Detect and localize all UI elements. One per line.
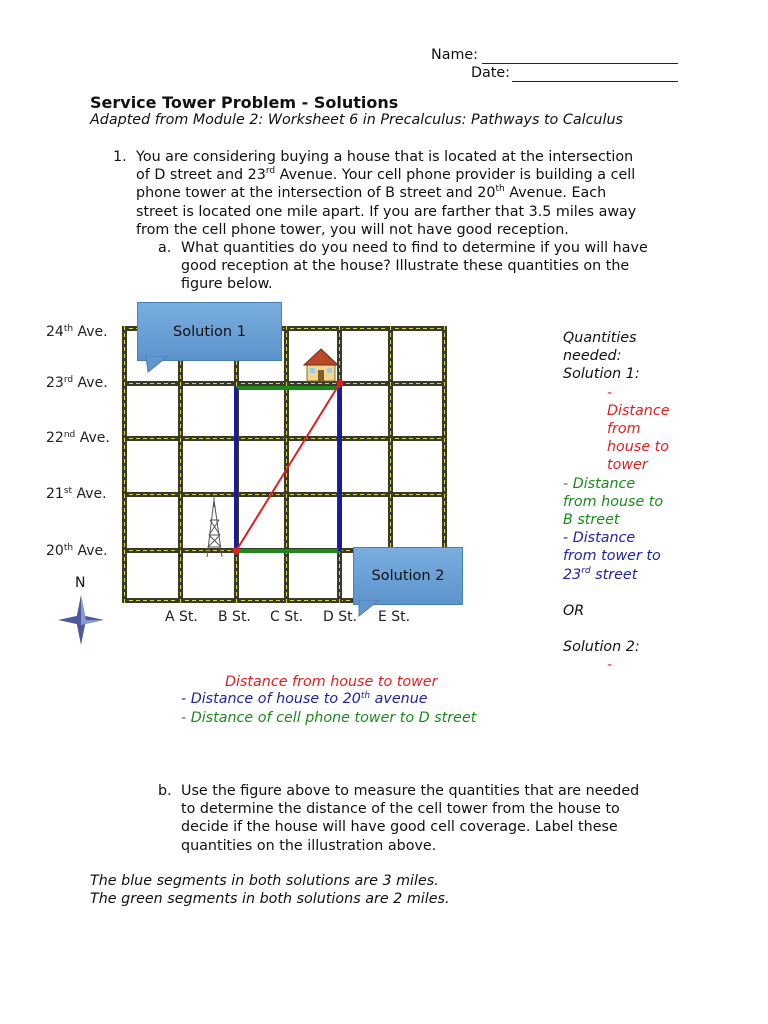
side-line: Quantities bbox=[563, 330, 637, 346]
qb-line: decide if the house will have good cell coverage. Label these bbox=[181, 819, 618, 836]
avenue-label: 21st Ave. bbox=[46, 486, 107, 502]
quantities-needed-notes bbox=[563, 329, 713, 674]
avenue-label: 20th Ave. bbox=[46, 543, 108, 559]
side-line: Solution 2: bbox=[563, 639, 640, 656]
tower-point bbox=[233, 548, 240, 555]
qa-line: What quantities do you need to find to determine if you will have bbox=[181, 240, 648, 256]
callout-1-pointer bbox=[140, 356, 180, 376]
house-icon bbox=[304, 349, 338, 381]
cell-tower-icon bbox=[207, 495, 222, 557]
q1-text bbox=[136, 148, 696, 239]
qa-text bbox=[181, 239, 701, 294]
side-line: 23rd street bbox=[563, 565, 638, 583]
solution-2-red-note: Distance from house to tower bbox=[225, 674, 438, 690]
answer-line: The green segments in both solutions are 2 miles. bbox=[90, 891, 450, 908]
page-title: Service Tower Problem - Solutions bbox=[90, 93, 399, 112]
side-line: tower bbox=[607, 457, 648, 474]
name-field[interactable] bbox=[482, 49, 678, 64]
qa-line: figure below. bbox=[181, 276, 273, 293]
answer-notes bbox=[90, 872, 450, 908]
qb-text bbox=[181, 782, 701, 855]
name-label: Name: bbox=[431, 47, 478, 63]
side-line: from bbox=[607, 421, 641, 438]
compass-rose-icon bbox=[58, 595, 104, 645]
side-line: needed: bbox=[563, 348, 622, 365]
avenue-label: 24th Ave. bbox=[46, 324, 108, 340]
side-line: Distance bbox=[607, 402, 670, 419]
street-label: D St. bbox=[323, 609, 358, 625]
q1-number: 1. bbox=[113, 149, 127, 165]
side-line: - Distance bbox=[563, 475, 636, 492]
side-line: house to bbox=[607, 439, 670, 456]
qb-line: to determine the distance of the cell tower from the house to bbox=[181, 801, 620, 818]
side-line: Solution 1: bbox=[563, 366, 640, 383]
subtitle: Adapted from Module 2: Worksheet 6 in Precalculus: Pathways to Calculus bbox=[90, 112, 623, 128]
house-point bbox=[337, 380, 344, 387]
compass-north-label: N bbox=[75, 575, 86, 591]
q1-line: street is located one mile apart. If you are farther that 3.5 miles away bbox=[136, 203, 637, 220]
solution-2-green-note: - Distance of cell phone tower to D street bbox=[181, 710, 477, 726]
qa-letter: a. bbox=[158, 240, 172, 256]
avenue-label: 22nd Ave. bbox=[46, 430, 110, 446]
solution-2-callout: Solution 2 bbox=[353, 547, 463, 605]
qb-line: quantities on the illustration above. bbox=[181, 837, 437, 854]
side-line: B street bbox=[563, 512, 620, 529]
avenue-label: 23rd Ave. bbox=[46, 375, 108, 391]
q1-line: from the cell phone tower, you will not have good reception. bbox=[136, 221, 569, 238]
street-label: C St. bbox=[270, 609, 304, 625]
street-label: A St. bbox=[165, 609, 198, 625]
answer-line: The blue segments in both solutions are 3 miles. bbox=[90, 873, 439, 889]
q1-line: phone tower at the intersection of B street and 20th Avenue. Each bbox=[136, 184, 607, 202]
side-line: - bbox=[607, 384, 613, 401]
date-label: Date: bbox=[471, 65, 510, 81]
side-line: OR bbox=[563, 602, 585, 619]
callout-2-pointer bbox=[355, 600, 395, 620]
date-field[interactable] bbox=[512, 67, 678, 82]
q1-line: of D street and 23rd Avenue. Your cell phone provider is building a cell bbox=[136, 166, 636, 184]
street-label: E St. bbox=[378, 609, 411, 625]
side-line: - Distance bbox=[563, 530, 636, 547]
q1-line: You are considering buying a house that is located at the intersection bbox=[136, 149, 634, 165]
side-line: from house to bbox=[563, 493, 664, 510]
qb-letter: b. bbox=[158, 783, 172, 799]
solution-2-blue-note: - Distance of house to 20th avenue bbox=[181, 691, 428, 707]
qa-line: good reception at the house? Illustrate these quantities on the bbox=[181, 258, 630, 275]
street-label: B St. bbox=[218, 609, 251, 625]
qb-line: Use the figure above to measure the quantities that are needed bbox=[181, 783, 640, 799]
solution-1-callout: Solution 1 bbox=[137, 302, 282, 361]
side-line: from tower to bbox=[563, 548, 661, 565]
side-line: - bbox=[607, 657, 613, 674]
